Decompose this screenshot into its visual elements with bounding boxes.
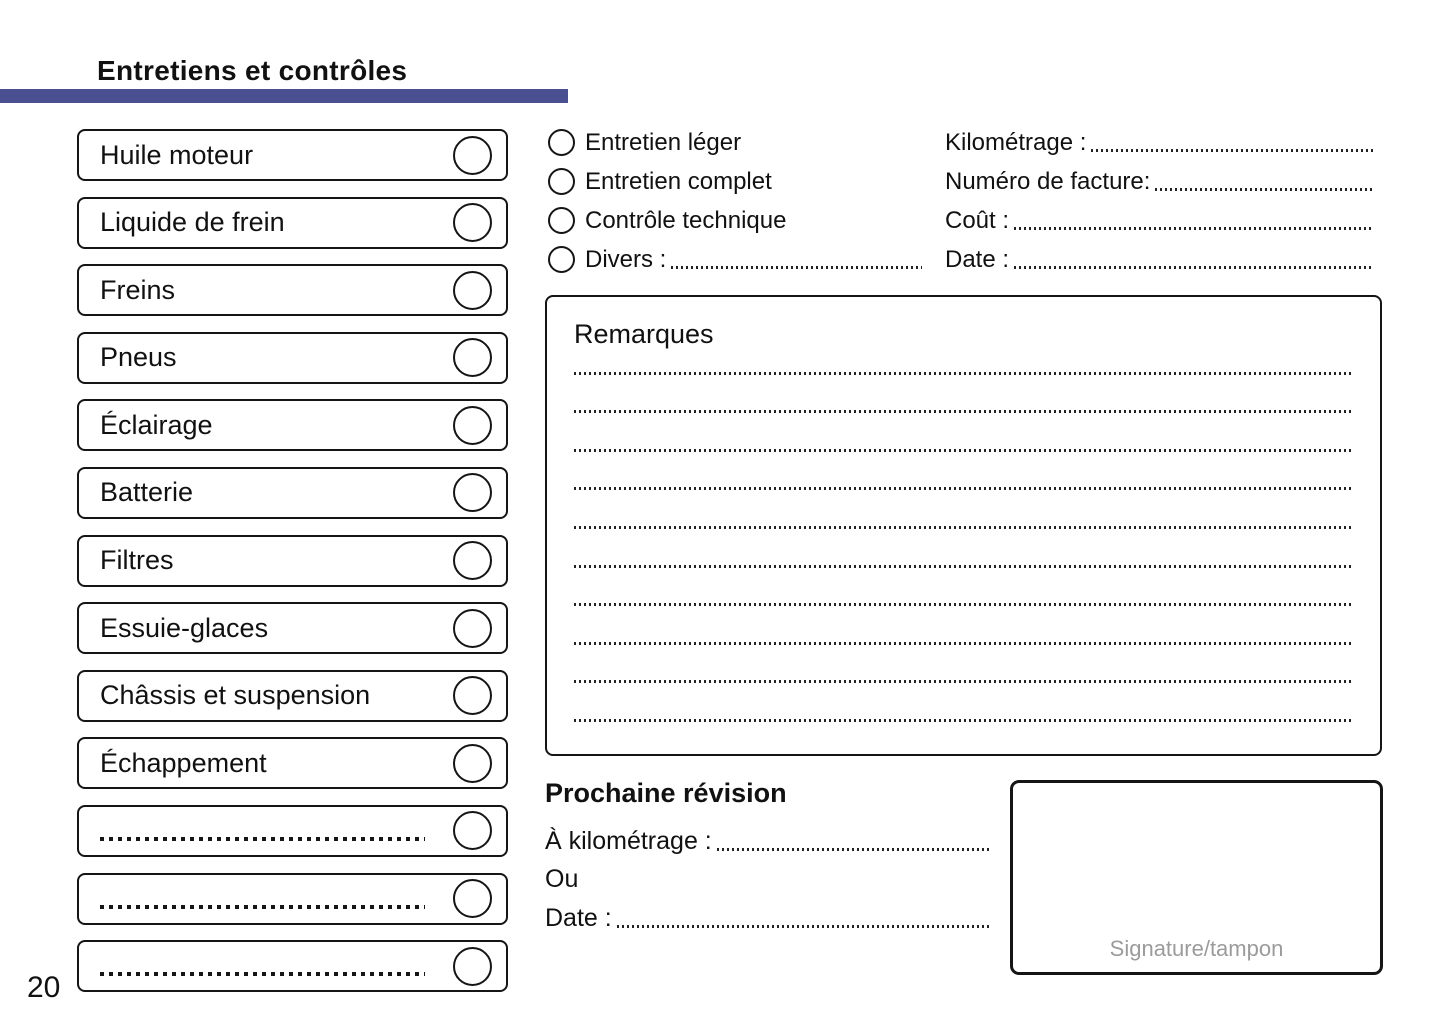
write-in-line[interactable]	[100, 972, 425, 976]
checklist-item-label: Freins	[100, 274, 176, 305]
checklist-item-label: Éclairage	[100, 409, 213, 440]
checklist-item-label: Essuie-glaces	[100, 612, 269, 643]
check-circle-icon[interactable]	[453, 338, 492, 377]
checklist-item-freins	[77, 264, 508, 316]
radio-circle-icon[interactable]	[548, 207, 575, 234]
field-label: Numéro de facture:	[945, 167, 1151, 195]
checklist-item-label: Pneus	[100, 342, 177, 373]
service-option-label: Divers :	[585, 245, 667, 273]
check-circle-icon[interactable]	[453, 406, 492, 445]
checklist-item-essuie-glaces	[77, 602, 508, 654]
write-in-line[interactable]	[1091, 149, 1373, 152]
next-service-title: Prochaine révision	[545, 778, 787, 808]
radio-circle-icon[interactable]	[548, 129, 575, 156]
check-circle-icon[interactable]	[453, 203, 492, 242]
field-label: Kilométrage :	[945, 128, 1087, 156]
checklist-item-chassis-et-suspension	[77, 670, 508, 722]
remarks-title: Remarques	[574, 319, 714, 349]
remarks-line[interactable]	[574, 487, 1353, 490]
checklist-item-eclairage	[77, 399, 508, 451]
checklist-item-label: Batterie	[100, 477, 194, 508]
checklist-item-liquide-de-frein	[77, 197, 508, 249]
check-circle-icon[interactable]	[453, 744, 492, 783]
checklist-item-label: Huile moteur	[100, 139, 254, 170]
field-kilometrage	[945, 123, 1373, 162]
write-in-line[interactable]	[617, 925, 992, 928]
remarks-line[interactable]	[574, 526, 1353, 529]
service-type-options	[548, 123, 922, 279]
write-in-line[interactable]	[100, 905, 425, 909]
service-option-divers	[548, 240, 922, 279]
write-in-line[interactable]	[1014, 266, 1373, 269]
signature-box[interactable]	[1010, 780, 1383, 975]
checklist-item-label: Échappement	[100, 747, 267, 778]
remarks-box	[545, 295, 1382, 756]
service-option-label: Entretien léger	[585, 128, 742, 156]
remarks-line[interactable]	[574, 410, 1353, 413]
check-circle-icon[interactable]	[453, 473, 492, 512]
check-circle-icon[interactable]	[453, 609, 492, 648]
remarks-lines	[574, 336, 1353, 722]
record-fields	[945, 123, 1373, 279]
remarks-line[interactable]	[574, 372, 1353, 375]
radio-circle-icon[interactable]	[548, 168, 575, 195]
next-service-section	[545, 778, 992, 938]
remarks-line[interactable]	[574, 603, 1353, 606]
checklist-item-batterie	[77, 467, 508, 519]
field-label: Coût :	[945, 206, 1010, 234]
write-in-line[interactable]	[1155, 188, 1373, 191]
field-numero-de-facture	[945, 162, 1373, 201]
page-number: 20	[27, 971, 61, 1004]
check-circle-icon[interactable]	[453, 947, 492, 986]
checklist-item-pneus	[77, 332, 508, 384]
service-option-label: Contrôle technique	[585, 206, 787, 234]
checklist-item-custom-1	[77, 805, 508, 857]
signature-label: Signature/tampon	[1109, 936, 1284, 961]
next-service-kilometrage	[545, 822, 992, 861]
remarks-line[interactable]	[574, 449, 1353, 452]
check-circle-icon[interactable]	[453, 541, 492, 580]
field-label: Ou	[545, 865, 579, 894]
check-circle-icon[interactable]	[453, 879, 492, 918]
check-circle-icon[interactable]	[453, 811, 492, 850]
write-in-line[interactable]	[100, 837, 425, 841]
field-label: Date :	[545, 903, 612, 932]
service-option-entretien-complet	[548, 162, 922, 201]
next-service-ou	[545, 861, 992, 900]
checklist-item-custom-3	[77, 940, 508, 992]
remarks-line[interactable]	[574, 719, 1353, 722]
field-date	[945, 240, 1373, 279]
radio-circle-icon[interactable]	[548, 246, 575, 273]
service-option-label: Entretien complet	[585, 167, 772, 195]
field-cout	[945, 201, 1373, 240]
checklist-item-label: Châssis et suspension	[100, 680, 371, 711]
checklist-item-filtres	[77, 535, 508, 587]
checklist-item-echappement	[77, 737, 508, 789]
field-label: Date :	[945, 245, 1010, 273]
check-circle-icon[interactable]	[453, 676, 492, 715]
next-service-date	[545, 899, 992, 938]
remarks-line[interactable]	[574, 565, 1353, 568]
accent-bar	[0, 89, 568, 103]
field-label: À kilométrage :	[545, 826, 712, 855]
write-in-line[interactable]	[671, 266, 922, 269]
checklist	[77, 129, 508, 992]
page-title: Entretiens et contrôles	[97, 55, 408, 86]
checklist-item-huile-moteur	[77, 129, 508, 181]
checklist-item-custom-2	[77, 873, 508, 925]
service-option-entretien-leger	[548, 123, 922, 162]
service-option-controle-technique	[548, 201, 922, 240]
write-in-line[interactable]	[717, 848, 992, 851]
checklist-item-label: Filtres	[100, 545, 174, 576]
remarks-line[interactable]	[574, 680, 1353, 683]
check-circle-icon[interactable]	[453, 271, 492, 310]
check-circle-icon[interactable]	[453, 136, 492, 175]
write-in-line[interactable]	[1014, 227, 1373, 230]
checklist-item-label: Liquide de frein	[100, 207, 285, 238]
remarks-line[interactable]	[574, 642, 1353, 645]
